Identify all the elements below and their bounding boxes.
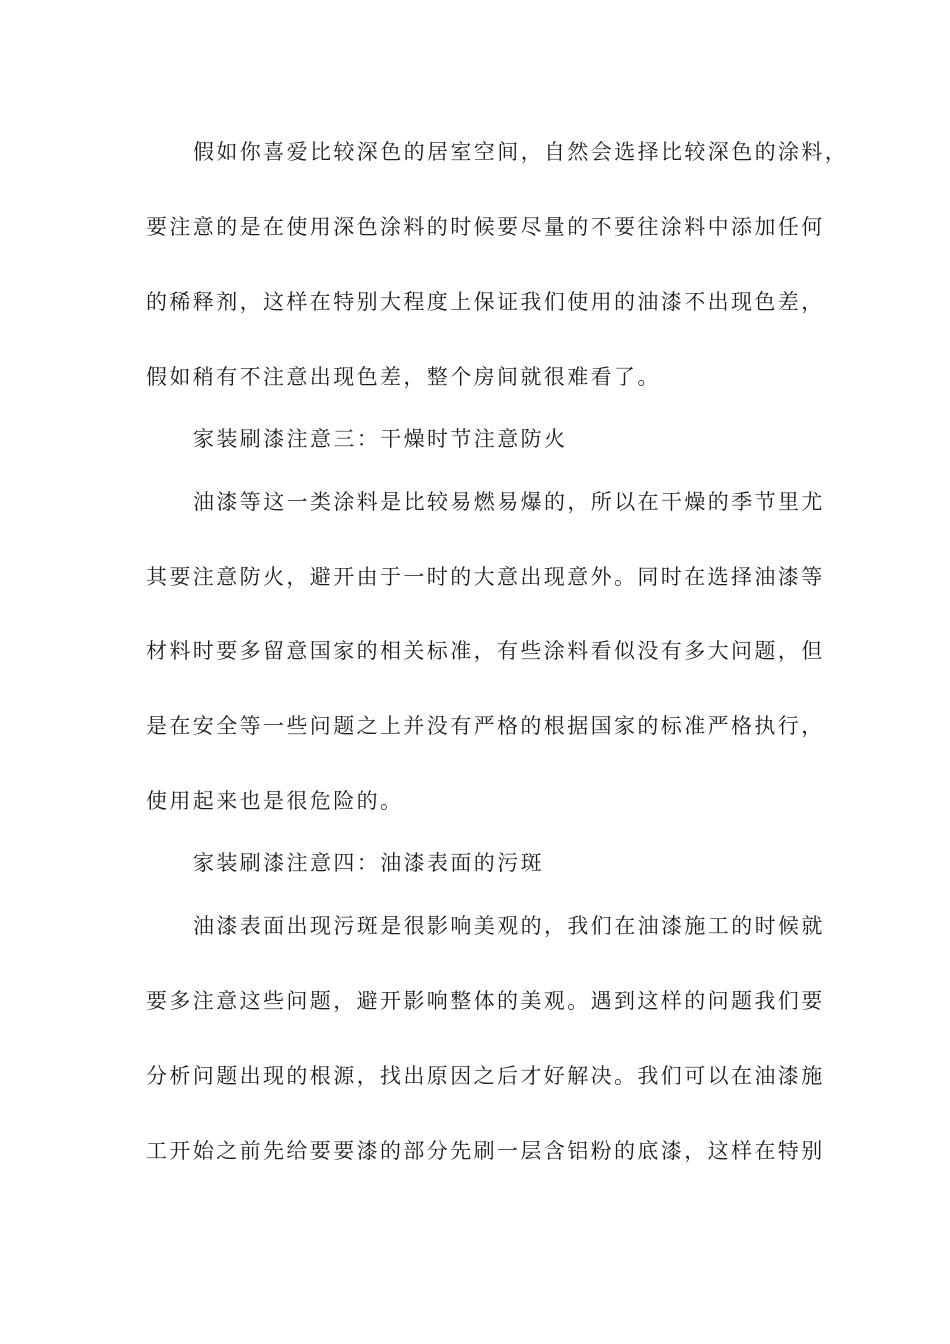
section-heading-3: 家装刷漆注意三：干燥时节注意防火 bbox=[193, 427, 568, 451]
paragraph-3-line-1: 油漆表面出现污斑是很影响美观的，我们在油漆施工的时候就 bbox=[193, 914, 825, 938]
paragraph-3-line-4: 工开始之前先给要要漆的部分先刷一层含铝粉的底漆，这样在特别 bbox=[146, 1139, 825, 1163]
paragraph-2-line-2: 其要注意防火，避开由于一时的大意出现意外。同时在选择油漆等 bbox=[146, 565, 825, 589]
paragraph-3-line-3: 分析问题出现的根源，找出原因之后才好解决。我们可以在油漆施 bbox=[146, 1064, 825, 1088]
paragraph-2-line-5: 使用起来也是很危险的。 bbox=[146, 789, 404, 813]
paragraph-1-line-3: 的稀释剂，这样在特别大程度上保证我们使用的油漆不出现色差， bbox=[146, 290, 825, 314]
paragraph-1-line-1: 假如你喜爱比较深色的居室空间，自然会选择比较深色的涂料， bbox=[193, 140, 849, 164]
paragraph-2-line-4: 是在安全等一些问题之上并没有严格的根据国家的标准严格执行， bbox=[146, 714, 825, 738]
paragraph-3-line-2: 要多注意这些问题，避开影响整体的美观。遇到这样的问题我们要 bbox=[146, 989, 825, 1013]
section-heading-4: 家装刷漆注意四：油漆表面的污斑 bbox=[193, 851, 544, 875]
paragraph-2-line-3: 材料时要多留意国家的相关标准，有些涂料看似没有多大问题，但 bbox=[146, 639, 825, 663]
paragraph-1-line-4: 假如稍有不注意出现色差，整个房间就很难看了。 bbox=[146, 365, 661, 389]
paragraph-1-line-2: 要注意的是在使用深色涂料的时候要尽量的不要往涂料中添加任何 bbox=[146, 215, 825, 239]
paragraph-2-line-1: 油漆等这一类涂料是比较易燃易爆的，所以在干燥的季节里尤 bbox=[193, 490, 825, 514]
